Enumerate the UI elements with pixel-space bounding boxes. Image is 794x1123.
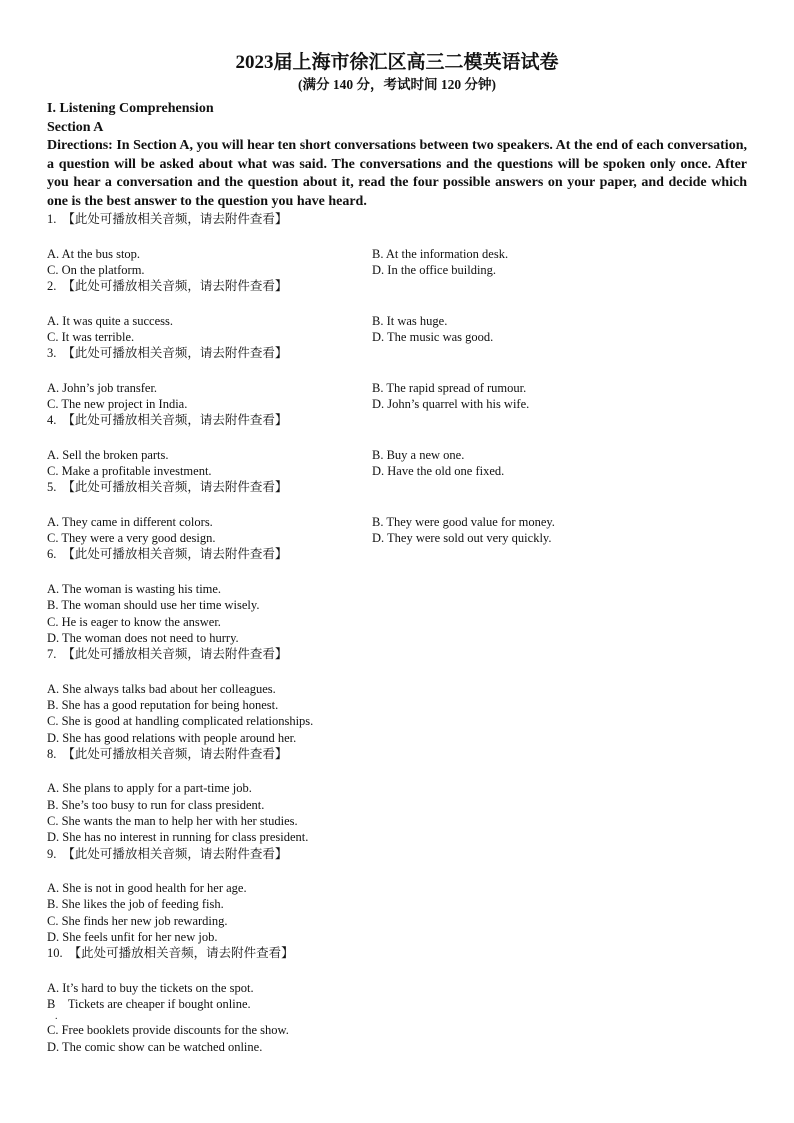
options-grid	[47, 246, 747, 279]
directions-text: Directions: In Section A, you will hear ten short conversations between two speakers. At the end of each conversation, a question will be asked about what was said. The conversations and the questions will be spoken only once. After you hear a conversation and the question about it, read the four possible answers on your paper, and decide which one is the best answer to the question you have heard.	[47, 138, 747, 209]
option-a: A. Sell the broken parts.	[47, 447, 169, 462]
option-b: B. Buy a new one.	[372, 447, 465, 462]
stray-dot-mark: .	[55, 1011, 58, 1023]
option-d: D. She has good relations with people around her.	[47, 730, 297, 745]
question-number: 5.	[47, 480, 57, 495]
options-list	[47, 581, 747, 646]
question-prompt[interactable]	[47, 746, 747, 763]
question-number: 9.	[47, 846, 57, 861]
question-3	[47, 345, 747, 412]
options-list	[47, 880, 747, 945]
option-b: B Tickets are cheaper if bought online.	[47, 997, 251, 1012]
option-a: A. At the bus stop.	[47, 246, 141, 261]
audio-prompt-link[interactable]: 【此处可播放相关音频，请去附件查看】	[62, 546, 288, 562]
audio-prompt-link[interactable]: 【此处可播放相关音频，请去附件查看】	[62, 845, 288, 861]
option-a: A. It was quite a success.	[47, 313, 174, 328]
question-6	[47, 546, 747, 646]
question-number: 3.	[47, 346, 57, 361]
question-7	[47, 646, 747, 746]
exam-subtitle: (满分 140 分，考试时间 120 分钟)	[298, 77, 496, 92]
option-c: C. He is eager to know the answer.	[47, 614, 221, 629]
question-number: 7.	[47, 647, 57, 662]
option-b: B. She has a good reputation for being honest.	[47, 697, 279, 712]
options-grid	[47, 313, 747, 346]
option-a: A. The woman is wasting his time.	[47, 581, 222, 596]
question-1	[47, 211, 747, 278]
option-d: D. Have the old one fixed.	[372, 464, 505, 479]
option-d: D. She feels unfit for her new job.	[47, 929, 218, 944]
options-list	[47, 681, 747, 746]
audio-prompt-link[interactable]: 【此处可播放相关音频，请去附件查看】	[68, 945, 294, 961]
question-prompt[interactable]	[47, 846, 747, 863]
option-a: A. It’s hard to buy the tickets on the spot.	[47, 980, 254, 995]
question-8	[47, 746, 747, 846]
option-b: B. They were good value for money.	[372, 514, 555, 529]
option-c: C. Make a profitable investment.	[47, 464, 212, 479]
part-heading: I. Listening Comprehension	[47, 101, 214, 116]
options-grid	[47, 380, 747, 413]
option-b: B. The woman should use her time wisely.	[47, 598, 260, 613]
option-d: D. John’s quarrel with his wife.	[372, 396, 530, 411]
question-prompt[interactable]	[47, 479, 747, 496]
option-a: A. She plans to apply for a part-time job.	[47, 781, 252, 796]
section-heading: Section A	[47, 119, 104, 135]
option-c: C. Free booklets provide discounts for the show.	[47, 1023, 289, 1038]
question-prompt[interactable]	[47, 412, 747, 429]
option-d: D. In the office building.	[372, 262, 497, 277]
option-c: C. It was terrible.	[47, 329, 135, 344]
option-c: C. On the platform.	[47, 262, 145, 277]
question-prompt[interactable]	[47, 211, 747, 228]
question-number: 4.	[47, 413, 57, 428]
audio-prompt-link[interactable]: 【此处可播放相关音频，请去附件查看】	[62, 412, 288, 428]
audio-prompt-link[interactable]: 【此处可播放相关音频，请去附件查看】	[62, 278, 288, 294]
options-list	[47, 780, 747, 845]
option-c: C. They were a very good design.	[47, 531, 216, 546]
question-number: 6.	[47, 547, 57, 562]
question-prompt[interactable]	[47, 345, 747, 362]
exam-page	[47, 50, 747, 1055]
option-a: A. She always talks bad about her colleagues.	[47, 681, 276, 696]
option-b: B. She’s too busy to run for class president.	[47, 797, 265, 812]
option-d: D. The music was good.	[372, 329, 494, 344]
option-a: A. John’s job transfer.	[47, 380, 158, 395]
audio-prompt-link[interactable]: 【此处可播放相关音频，请去附件查看】	[62, 479, 288, 495]
question-number: 10.	[47, 946, 63, 961]
option-d: D. The comic show can be watched online.	[47, 1039, 263, 1054]
option-d: D. She has no interest in running for class president.	[47, 830, 309, 845]
options-list	[47, 980, 747, 1055]
question-prompt[interactable]	[47, 546, 747, 563]
option-b: B. It was huge.	[372, 313, 448, 328]
option-c: C. The new project in India.	[47, 396, 188, 411]
question-9	[47, 846, 747, 946]
question-10	[47, 945, 747, 1055]
audio-prompt-link[interactable]: 【此处可播放相关音频，请去附件查看】	[62, 745, 288, 761]
option-a: A. They came in different colors.	[47, 514, 213, 529]
options-grid	[47, 514, 747, 547]
question-number: 8.	[47, 746, 57, 761]
question-number: 2.	[47, 279, 57, 294]
question-number: 1.	[47, 212, 57, 226]
question-prompt[interactable]	[47, 646, 747, 663]
option-b: B. She likes the job of feeding fish.	[47, 897, 224, 912]
option-b: B. The rapid spread of rumour.	[372, 380, 527, 395]
question-prompt[interactable]	[47, 945, 747, 962]
question-prompt[interactable]	[47, 278, 747, 295]
question-2	[47, 278, 747, 345]
option-d: D. The woman does not need to hurry.	[47, 630, 239, 645]
option-c: C. She wants the man to help her with her studies.	[47, 813, 298, 828]
audio-prompt-link[interactable]: 【此处可播放相关音频，请去附件查看】	[62, 646, 288, 662]
option-c: C. She is good at handling complicated relationships.	[47, 714, 314, 729]
question-5	[47, 479, 747, 546]
question-4	[47, 412, 747, 479]
option-d: D. They were sold out very quickly.	[372, 531, 552, 546]
option-a: A. She is not in good health for her age.	[47, 881, 247, 896]
audio-prompt-link[interactable]: 【此处可播放相关音频，请去附件查看】	[62, 211, 288, 226]
audio-prompt-link[interactable]: 【此处可播放相关音频，请去附件查看】	[62, 345, 288, 361]
exam-title: 2023届上海市徐汇区高三二模英语试卷	[235, 52, 559, 73]
option-c: C. She finds her new job rewarding.	[47, 913, 228, 928]
option-b: B. At the information desk.	[372, 246, 509, 261]
options-grid	[47, 447, 747, 480]
